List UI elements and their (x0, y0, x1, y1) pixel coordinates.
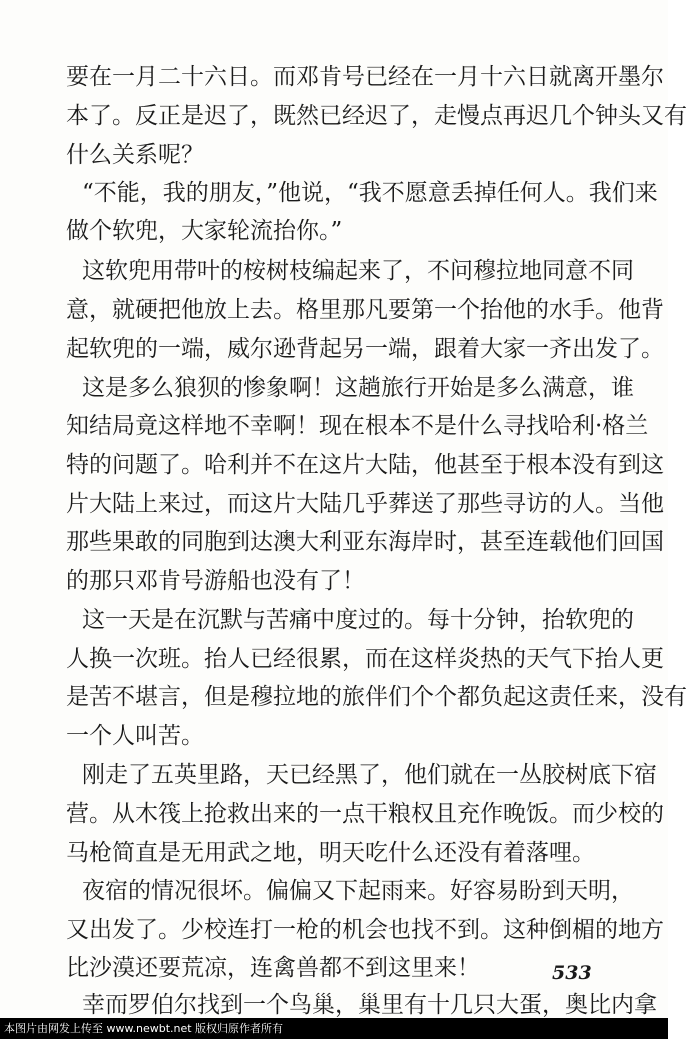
upload-notice-footer: 本图片由网发上传至 www.newbt.net 版权归原作者所有 (0, 1018, 668, 1039)
text-line: 又出发了。少校连打一枪的机会也找不到。这种倒楣的地方 (66, 917, 664, 943)
text-line: 人换一次班。抬人已经很累，而在这样炎热的天气下抬人更 (66, 646, 664, 672)
text-line: 刚走了五英里路，天已经黑了，他们就在一丛胶树底下宿 (82, 762, 657, 788)
text-line: 是苦不堪言，但是穆拉地的旅伴们个个都负起这责任来，没有 (66, 684, 687, 710)
text-line: 这一天是在沉默与苦痛中度过的。每十分钟，抬软兜的 (82, 607, 634, 633)
text-line: 什么关系呢？ (66, 142, 204, 168)
text-line: “不能，我的朋友，”他说，“我不愿意丢掉任何人。我们来 (82, 180, 658, 206)
text-line: 起软兜的一端，威尔逊背起另一端，跟着大家一齐出发了。 (66, 336, 664, 362)
page-number: 533 (552, 962, 592, 984)
text-line: 一个人叫苦。 (66, 723, 204, 749)
text-line: 片大陆上来过，而这片大陆几乎葬送了那些寻访的人。当他 (66, 491, 664, 517)
text-line: 要在一月二十六日。而邓肯号已经在一月十六日就离开墨尔 (66, 64, 664, 90)
text-line: 幸而罗伯尔找到一个鸟巢，巢里有十几只大蛋，奥比内拿 (82, 992, 657, 1018)
text-line: 这是多么狼狈的惨象啊！这趟旅行开始是多么满意，谁 (82, 375, 634, 401)
text-line: 这软兜用带叶的桉树枝编起来了，不问穆拉地同意不同 (82, 258, 634, 284)
text-line: 本了。反正是迟了，既然已经迟了，走慢点再迟几个钟头又有 (66, 103, 687, 129)
text-line: 知结局竟这样地不幸啊！现在根本不是什么寻找哈利·格兰 (66, 413, 649, 439)
text-line: 意，就硬把他放上去。格里那凡要第一个抬他的水手。他背 (66, 297, 664, 323)
text-line: 特的问题了。哈利并不在这片大陆，他甚至于根本没有到这 (66, 452, 664, 478)
text-line: 那些果敢的同胞到达澳大利亚东海岸时，甚至连载他们回国 (66, 529, 664, 555)
text-line: 夜宿的情况很坏。偏偏又下起雨来。好容易盼到天明， (82, 878, 634, 904)
text-line: 比沙漠还要荒凉，连禽兽都不到这里来！ (66, 955, 480, 981)
text-line: 马枪简直是无用武之地，明天吃什么还没有着落哩。 (66, 840, 595, 866)
text-line: 的那只邓肯号游船也没有了！ (66, 568, 365, 594)
text-line: 做个软兜，大家轮流抬你。” (66, 218, 343, 244)
text-line: 营。从木筏上抢救出来的一点干粮权且充作晚饭。而少校的 (66, 801, 664, 827)
